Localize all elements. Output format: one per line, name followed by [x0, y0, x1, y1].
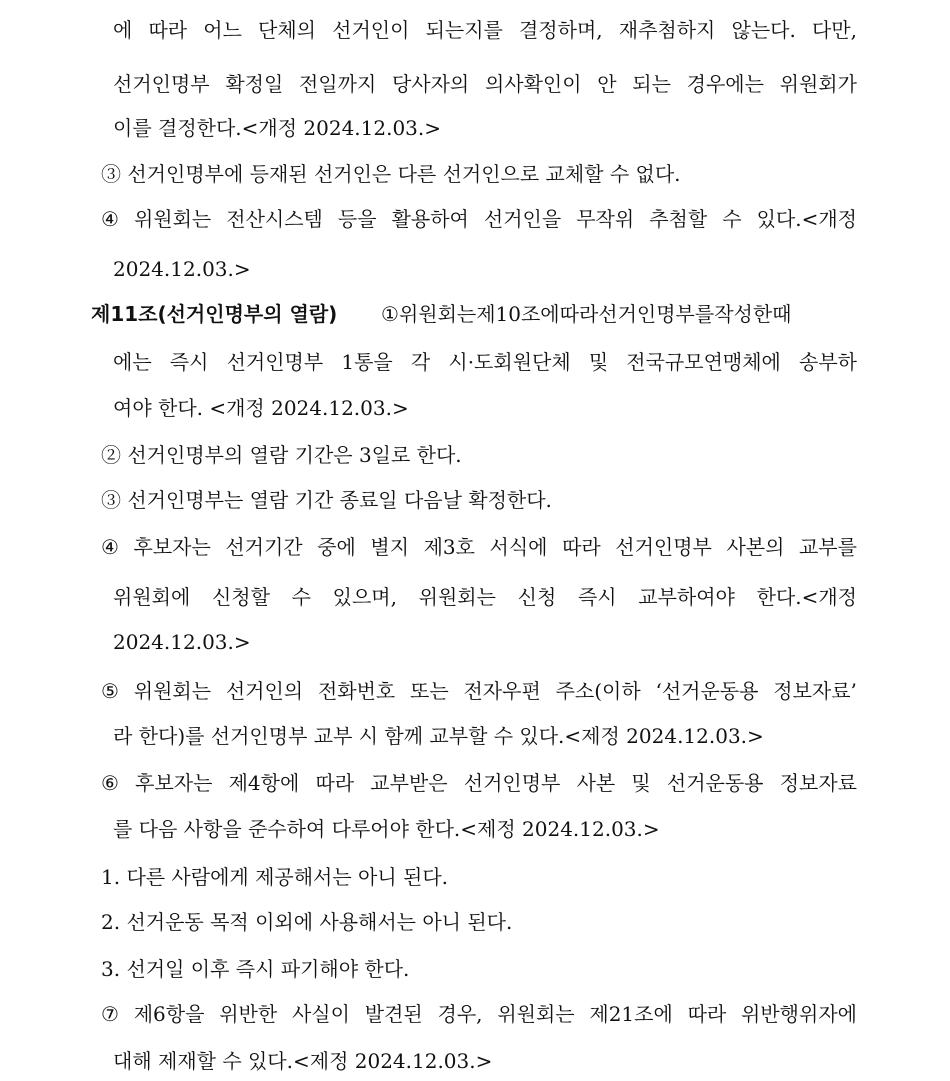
word: 위반한: [219, 1002, 278, 1026]
word: ⑤: [101, 679, 119, 703]
word: 시·도회원단체: [448, 350, 571, 374]
word: 선거인명부: [226, 350, 324, 374]
word: 경우에는: [686, 72, 764, 96]
word: 전산시스템: [226, 207, 323, 231]
word: 작성한: [714, 302, 773, 326]
word: 제3호: [423, 535, 475, 559]
word: 송부하: [799, 350, 857, 374]
word: 중에: [317, 535, 356, 559]
word: 있으며,: [332, 585, 397, 609]
word: 등을: [337, 207, 377, 231]
word: 제10조에: [476, 302, 560, 326]
word: 활용하여: [391, 207, 469, 231]
word: 재추첨하지: [618, 18, 716, 42]
word: 무작위: [576, 207, 635, 231]
clause-4: [101, 535, 857, 559]
paragraph-line: [113, 18, 857, 42]
paragraph-line: 여야 한다. <개정 2024.12.03.>: [113, 396, 409, 420]
word: 확정일: [225, 72, 284, 96]
clause-5: [101, 679, 857, 703]
word: 되는: [632, 72, 671, 96]
word: ‘선거운동용: [655, 679, 759, 703]
clause-3: ③ 선거인명부에 등재된 선거인은 다른 선거인으로 교체할 수 없다.: [101, 162, 681, 186]
word: 따라: [559, 302, 599, 326]
word: 선거인이: [332, 18, 410, 42]
word: 및: [631, 771, 651, 795]
word: ①: [381, 302, 399, 326]
word: 선거인명부: [463, 771, 561, 795]
word: 단체의: [258, 18, 316, 42]
word: 정보자료’: [773, 679, 857, 703]
word: 따라: [687, 1002, 727, 1026]
word: 선거인의: [225, 679, 304, 703]
word: 사본: [576, 771, 616, 795]
word: 에는: [113, 350, 152, 374]
word: 별지: [370, 535, 410, 559]
word: 제4항에: [228, 771, 300, 795]
list-item: 3. 선거일 이후 즉시 파기해야 한다.: [101, 957, 410, 981]
word: 신청: [517, 585, 557, 609]
word: 경우,: [437, 1002, 483, 1026]
word: 위원회는: [398, 302, 477, 326]
word: 전화번호: [317, 679, 396, 703]
word: 교부를: [798, 535, 857, 559]
word: 후보자는: [135, 771, 213, 795]
word: 의사확인이: [484, 72, 582, 96]
word: 교부하여야: [638, 585, 735, 609]
word: 결정하며,: [518, 18, 603, 42]
word: 선거인명부를: [598, 302, 715, 326]
paragraph-line: 2024.12.03.>: [113, 257, 251, 281]
word: 추첨할: [649, 207, 708, 231]
word: 위원회는: [133, 679, 212, 703]
paragraph-line: [113, 72, 857, 96]
word: 즉시: [169, 350, 209, 374]
word: 후보자는: [133, 535, 211, 559]
word: 되는지를: [425, 18, 503, 42]
word: 및: [588, 350, 609, 374]
word: 위반행위자에: [741, 1002, 857, 1026]
word: 어느: [203, 18, 242, 42]
word: 즉시: [577, 585, 617, 609]
word: 교부받은: [370, 771, 448, 795]
word: 제6항을: [133, 1002, 205, 1026]
word: 선거인명부: [615, 535, 712, 559]
paragraph-line: 를 다음 사항을 준수하여 다루어야 한다.<제정 2024.12.03.>: [113, 817, 660, 841]
clause-7: [101, 1002, 857, 1026]
word: 각: [410, 350, 431, 374]
clause-1: [381, 302, 857, 326]
paragraph-line: 2024.12.03.>: [113, 630, 251, 654]
word: 서식에: [489, 535, 548, 559]
word: 선거기간: [225, 535, 303, 559]
list-item: 1. 다른 사람에게 제공해서는 아니 된다.: [101, 865, 449, 889]
article-11-first-line: [91, 302, 857, 326]
word: 위원회는: [497, 1002, 575, 1026]
word: 신청할: [211, 585, 270, 609]
word: 다만,: [811, 18, 857, 42]
word: 전국규모연맹체에: [626, 350, 781, 374]
word: 사실이: [291, 1002, 350, 1026]
word: 사본의: [726, 535, 785, 559]
list-item: 2. 선거운동 목적 이외에 사용해서는 아니 된다.: [101, 910, 513, 934]
paragraph-line: 이를 결정한다.<개정 2024.12.03.>: [113, 116, 442, 140]
word: 선거인명부: [113, 72, 210, 96]
word: 한다.<개정: [756, 585, 857, 609]
word: 1통을: [341, 350, 393, 374]
word: 또는: [410, 679, 449, 703]
word: 수: [291, 585, 311, 609]
word: 당사자의: [391, 72, 470, 96]
clause-3: ③ 선거인명부는 열람 기간 종료일 다음날 확정한다.: [101, 488, 552, 512]
word: 선거운동용: [666, 771, 764, 795]
word: 위원회는: [133, 207, 212, 231]
paragraph-line: 대해 제재할 수 있다.<제정 2024.12.03.>: [113, 1049, 493, 1073]
word: 선거인을: [483, 207, 562, 231]
word: 위원회가: [779, 72, 857, 96]
word: ④: [101, 207, 119, 231]
word: ④: [101, 535, 119, 559]
word: 전자우편: [463, 679, 541, 703]
word: 수: [722, 207, 742, 231]
paragraph-line: [113, 585, 857, 609]
word: 따라: [148, 18, 188, 42]
word: 제21조에: [589, 1002, 673, 1026]
word: 발견된: [364, 1002, 423, 1026]
word: 주소(이하: [555, 679, 641, 703]
word: ⑦: [101, 1002, 119, 1026]
word: 때: [772, 302, 792, 326]
word: 에: [113, 18, 133, 42]
word: 위원회에: [113, 585, 191, 609]
word: 따라: [562, 535, 601, 559]
word: 있다.<개정: [756, 207, 857, 231]
word: 위원회는: [418, 585, 496, 609]
paragraph-line: [113, 350, 857, 374]
word: 안: [597, 72, 617, 96]
word: 전일까지: [298, 72, 377, 96]
clause-6: [101, 771, 857, 795]
clause-2: ② 선거인명부의 열람 기간은 3일로 한다.: [101, 443, 462, 467]
word: 정보자료: [779, 771, 857, 795]
word: ⑥: [101, 771, 119, 795]
paragraph-line: 라 한다)를 선거인명부 교부 시 함께 교부할 수 있다.<제정 2024.12.03.>: [113, 724, 764, 748]
word: 따라: [315, 771, 355, 795]
clause-4: [101, 207, 857, 231]
article-heading: 제11조(선거인명부의 열람): [91, 302, 338, 326]
word: 않는다.: [731, 18, 796, 42]
